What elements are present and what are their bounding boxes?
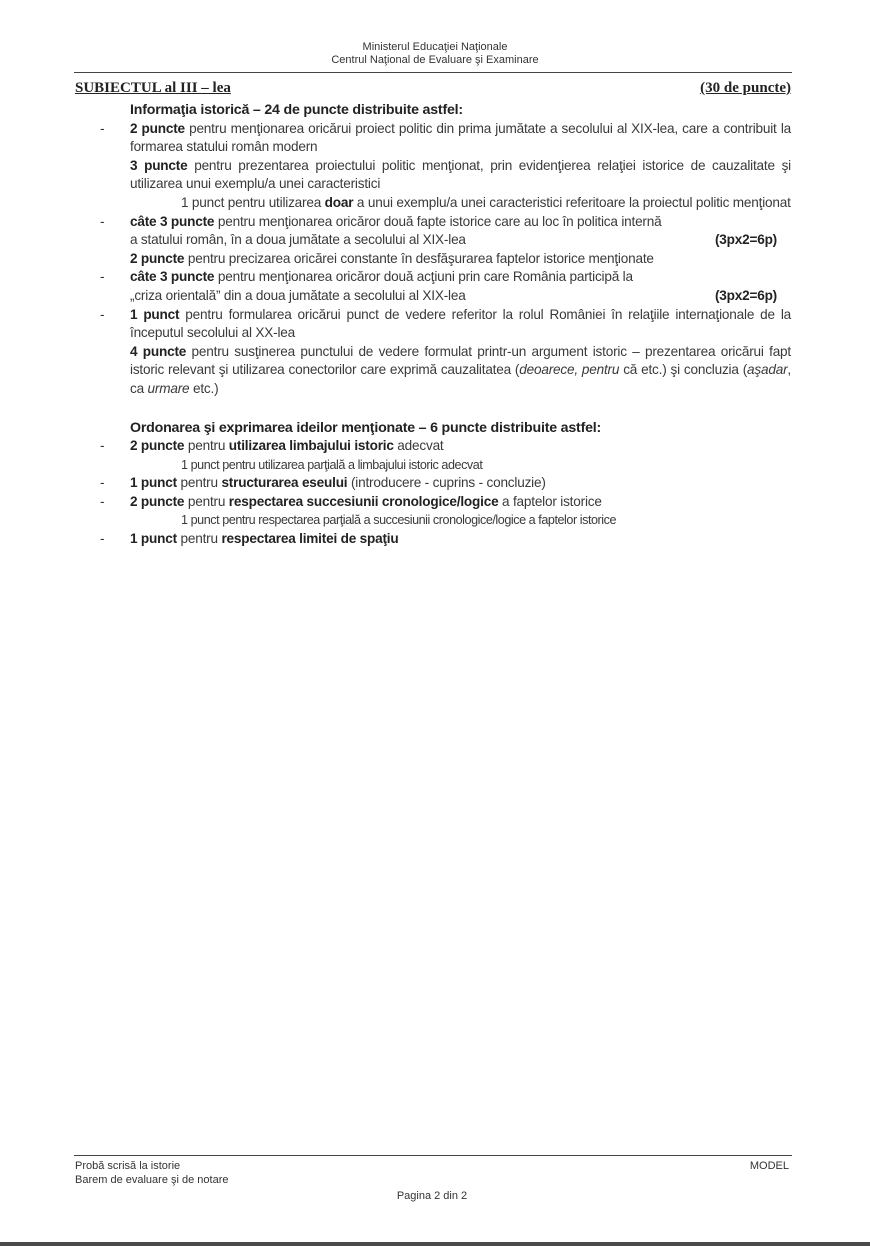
center-name: Centrul Naţional de Evaluare şi Examinare [331, 54, 539, 66]
criterion-text: etc.) [189, 380, 219, 396]
criterion-emphasis: doar [324, 194, 354, 210]
criterion-text: pentru [176, 475, 222, 491]
criterion-text: 1 punct pentru utilizarea [181, 194, 325, 210]
criterion-item [75, 474, 791, 493]
document-type: Barem de evaluare şi de notare [75, 1174, 229, 1186]
bullet-dash: - [100, 475, 105, 491]
criterion-text: a faptelor istorice [498, 493, 602, 509]
criterion-item [75, 250, 791, 269]
criterion-text: pentru menţionarea oricăror două acţiuni prin care România participă la [214, 269, 633, 285]
header-divider [74, 72, 792, 73]
criterion-subitem [75, 456, 791, 475]
ministry-name: Ministerul Educaţiei Naţionale [362, 41, 508, 53]
criterion-text: 1 punct pentru utilizarea parţială a limbajului istoric adecvat [181, 457, 483, 472]
subject-points: (30 de puncte) [700, 80, 791, 96]
criterion-subitem [75, 511, 791, 530]
criterion-italic: urmare [147, 380, 190, 396]
bullet-dash: - [100, 531, 105, 547]
criterion-emphasis: utilizarea limbajului istoric [228, 438, 394, 454]
page-number: Pagina 2 din 2 [396, 1190, 468, 1202]
criterion-item [75, 306, 791, 343]
subject-title: SUBIECTUL al III – lea [75, 80, 231, 96]
score-formula: (3px2=6p) [714, 232, 777, 248]
criterion-item [75, 268, 791, 305]
criterion-text: pentru formularea oricărui punct de vedere referitor la rolul României în relaţiile internaţionale de la începutul secolului al XX-lea [130, 306, 792, 341]
section-spacer [75, 399, 791, 419]
criterion-points: 3 puncte [130, 157, 188, 173]
criterion-item [75, 493, 791, 512]
exam-name: Probă scrisă la istorie [75, 1160, 181, 1172]
criterion-emphasis: respectarea limitei de spaţiu [221, 531, 399, 547]
page-bottom-edge [0, 1242, 870, 1246]
criterion-points: câte 3 puncte [130, 269, 215, 285]
criterion-text-continued: „criza orientală” din a doua jumătate a secolului al XIX-lea [130, 287, 466, 303]
criterion-italic: deoarece, pentru [519, 362, 620, 378]
criterion-points: 1 punct [130, 306, 180, 322]
section-title-ordering: Ordonarea şi exprimarea ideilor menţionate – 6 puncte distribuite astfel: [130, 419, 602, 436]
criterion-text: pentru [176, 531, 222, 547]
criterion-item [75, 213, 791, 250]
section-title-historical-info: Informaţia istorică – 24 de puncte distribuite astfel: [130, 102, 463, 118]
criterion-points: 1 punct [130, 531, 177, 547]
criterion-text: pentru prezentarea proiectului politic menţionat, prin evidenţierea relaţiei istorice de cauzalitate şi utilizarea unui exemplu/a unei caracteristici [130, 157, 791, 192]
criterion-text: , ca [130, 362, 791, 396]
grading-content [75, 101, 791, 549]
model-label: MODEL [749, 1160, 789, 1172]
criterion-text: pentru susţinerea punctului de vedere formulat printr-un argument istoric – prezentarea oricărui fapt istoric relevant şi utilizarea conectorilor care exprimă cauzalitatea ( [130, 343, 791, 378]
bullet-dash: - [100, 120, 105, 136]
page-header [0, 41, 870, 67]
bullet-dash: - [100, 306, 105, 322]
bullet-dash: - [100, 493, 105, 509]
criterion-points: 2 puncte [130, 250, 185, 266]
bullet-dash: - [100, 213, 105, 229]
criterion-item [75, 530, 791, 549]
criterion-points: câte 3 puncte [130, 213, 215, 229]
criterion-text: (introducere - cuprins - concluzie) [347, 475, 546, 491]
criterion-italic: aşadar [747, 362, 788, 378]
criterion-text: că etc.) şi concluzia ( [619, 362, 748, 378]
bullet-dash: - [100, 438, 105, 454]
criterion-text: a unui exemplu/a unei caracteristici referitoare la proiectul politic menţionat [353, 194, 791, 210]
criterion-item [75, 343, 791, 399]
footer-divider [74, 1155, 792, 1156]
criterion-points: 2 puncte [130, 438, 185, 454]
criterion-text: pentru precizarea oricărei constante în desfăşurarea faptelor istorice menţionate [184, 250, 654, 266]
criterion-points: 4 puncte [130, 343, 187, 359]
subject-heading [75, 80, 791, 97]
criterion-points: 2 puncte [130, 120, 185, 136]
criterion-text: pentru [184, 493, 229, 509]
criterion-text: adecvat [393, 438, 444, 454]
page-footer [75, 1159, 789, 1202]
criterion-text: pentru menţionarea oricărui proiect politic din prima jumătate a secolului al XIX-lea, care a contribuit la formarea statului român modern [130, 120, 791, 155]
criterion-text-continued: a statului român, în a doua jumătate a secolului al XIX-lea [130, 232, 466, 248]
criterion-item [75, 437, 791, 456]
criterion-points: 2 puncte [130, 493, 185, 509]
criterion-points: 1 punct [130, 475, 177, 491]
criterion-emphasis: structurarea eseului [221, 475, 348, 491]
score-formula: (3px2=6p) [714, 287, 777, 303]
criterion-text: 1 punct pentru respectarea parţială a succesiunii cronologice/logice a faptelor istorice [181, 513, 617, 528]
criterion-item [75, 157, 791, 194]
criterion-text: pentru menţionarea oricăror două fapte istorice care au loc în politica internă [214, 213, 662, 229]
bullet-dash: - [100, 269, 105, 285]
criterion-item [75, 120, 791, 157]
criterion-subitem [75, 194, 791, 213]
criterion-emphasis: respectarea succesiunii cronologice/logice [228, 493, 499, 509]
criterion-text: pentru [184, 438, 229, 454]
